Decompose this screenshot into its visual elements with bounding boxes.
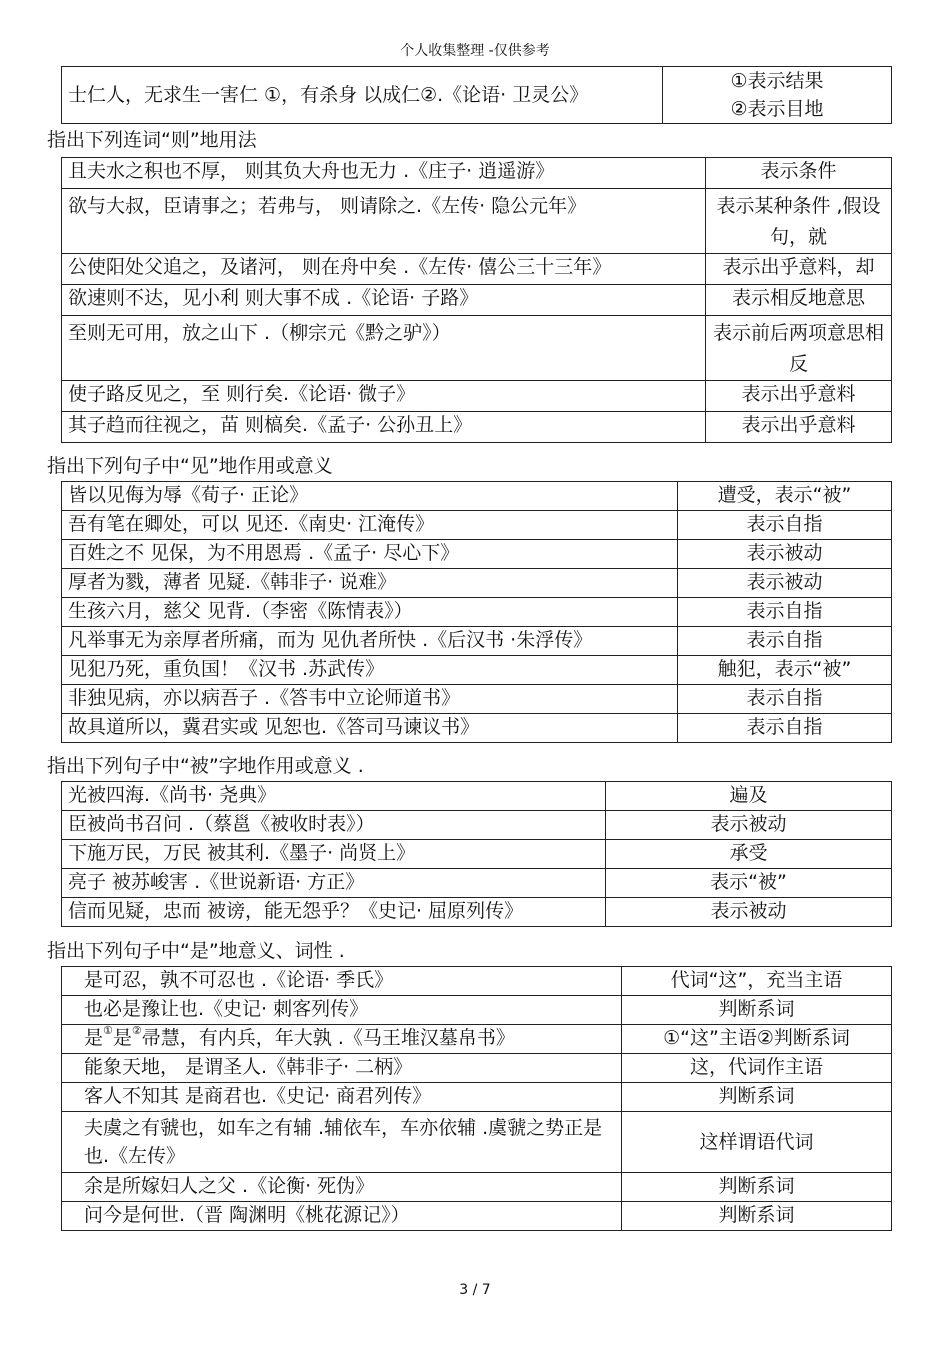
usage-cell: 表示出乎意料 [706,381,892,412]
usage-cell: 触犯，表示“被” [678,656,892,685]
section-title-ze: 指出下列连词“则”地用法 [47,129,257,151]
table-row [62,254,892,285]
table-row [62,158,892,189]
table-row [62,569,892,598]
usage-cell: 表示自指 [678,714,892,743]
sentence-part: 帚慧，有内兵，年大孰 .《马王堆汉墓帛书》 [141,1027,515,1049]
table-row [62,996,892,1025]
table-row [62,1054,892,1083]
usage-cell: ①“这”主语②判断系词 [622,1025,892,1054]
sentence-cell: 欲速则不达，见小利 则大事不成 .《论语· 子路》 [62,285,706,316]
sentence-cell: 是可忍，孰不可忍也 .《论语· 季氏》 [62,967,622,996]
usage-cell: 表示自指 [678,685,892,714]
table-row [62,511,892,540]
table-row [62,627,892,656]
table-row [62,189,892,254]
usage-cell: 代词“这”，充当主语 [622,967,892,996]
sentence-cell [62,1025,622,1054]
table-row [62,412,892,443]
table-row [62,482,892,511]
table-bei [61,781,892,927]
sentence-cell: 使子路反见之，至 则行矣.《论语· 微子》 [62,381,706,412]
sentence-cell: 凡举事无为亲厚者所痛，而为 见仇者所快 .《后汉书 ·朱浮传》 [62,627,678,656]
table-row [62,685,892,714]
usage-cell: 判断系词 [622,1083,892,1112]
table-ze [61,157,892,443]
table-ren [61,66,892,124]
usage-cell: 遍及 [606,782,892,811]
sentence-cell: 下施万民，万民 被其利.《墨子· 尚贤上》 [62,840,606,869]
sentence-cell: 欲与大叔，臣请事之；若弗与， 则请除之.《左传· 隐公元年》 [62,189,706,254]
table-row [62,1202,892,1231]
usage-cell: 判断系词 [622,1173,892,1202]
sentence-cell: 厚者为戮，薄者 见疑.《韩非子· 说难》 [62,569,678,598]
usage-cell: 表示某种条件 ,假设句，就 [706,189,892,254]
table-jian [61,481,892,743]
sentence-cell: 士仁人，无求生一害仁 ①，有杀身 以成仁②.《论语· 卫灵公》 [62,67,663,124]
sentence-cell: 客人不知其 是商君也.《史记· 商君列传》 [62,1083,622,1112]
usage-cell: 这，代词作主语 [622,1054,892,1083]
sentence-cell: 吾有笔在卿处，可以 见还.《南史· 江淹传》 [62,511,678,540]
sentence-cell: 百姓之不 见保，为不用恩焉 .《孟子· 尽心下》 [62,540,678,569]
usage-cell: 表示被动 [678,569,892,598]
table-row [62,285,892,316]
page-number: 3 / 7 [459,1282,491,1298]
sentence-cell: 问今是何世.（晋 陶渊明《桃花源记》） [62,1202,622,1231]
sentence-cell: 且夫水之积也不厚， 则其负大舟也无力 .《庄子· 逍遥游》 [62,158,706,189]
usage-line: ②表示目地 [730,98,824,120]
page-header: 个人收集整理 -仅供参考 [400,43,550,59]
usage-cell: 表示出乎意料，却 [706,254,892,285]
usage-cell: 表示自指 [678,598,892,627]
usage-cell: 表示被动 [678,540,892,569]
table-row [62,967,892,996]
usage-cell: 表示前后两项意思相反 [706,316,892,381]
note-marker: ② [131,1024,142,1037]
note-marker: ① [103,1024,113,1037]
sentence-part: 是 [112,1027,132,1049]
usage-cell: 遭受，表示“被” [678,482,892,511]
usage-cell: 表示相反地意思 [706,285,892,316]
table-row [62,782,892,811]
table-row [62,67,892,124]
sentence-cell: 信而见疑，忠而 被谤，能无怨乎？《史记· 屈原列传》 [62,898,606,927]
sentence-cell: 光被四海.《尚书· 尧典》 [62,782,606,811]
table-row [62,714,892,743]
usage-cell: 表示出乎意料 [706,412,892,443]
sentence-cell: 其子趋而往视之，苗 则槁矣.《孟子· 公孙丑上》 [62,412,706,443]
sentence-cell: 夫虞之有虢也，如车之有辅 .辅依车，车亦依辅 .虞虢之势正是也.《左传》 [62,1112,622,1173]
sentence-cell: 皆以见侮为辱《荀子· 正论》 [62,482,678,511]
sentence-cell: 至则无可用，放之山下 .（柳宗元《黔之驴》） [62,316,706,381]
usage-cell: 判断系词 [622,1202,892,1231]
usage-cell: 表示自指 [678,627,892,656]
table-row [62,869,892,898]
sentence-cell: 故具道所以，冀君实或 见恕也.《答司马谏议书》 [62,714,678,743]
table-row [62,1025,892,1054]
usage-cell: 表示“被” [606,869,892,898]
table-row [62,1083,892,1112]
table-row [62,1112,892,1173]
section-title-shi: 指出下列句子中“是”地意义、词性 . [47,940,345,962]
usage-line: ①表示结果 [730,70,824,92]
table-row [62,656,892,685]
usage-cell: 承受 [606,840,892,869]
usage-cell: 表示条件 [706,158,892,189]
sentence-part: 是 [84,1027,104,1049]
table-shi [61,966,892,1231]
sentence-cell: 非独见病，亦以病吾子 .《答韦中立论师道书》 [62,685,678,714]
usage-cell: 表示被动 [606,811,892,840]
section-title-jian: 指出下列句子中“见”地作用或意义 [47,455,333,477]
sentence-cell: 能象天地， 是谓圣人.《韩非子· 二柄》 [62,1054,622,1083]
sentence-cell: 生孩六月，慈父 见背.（李密《陈情表》） [62,598,678,627]
sentence-cell: 见犯乃死，重负国！《汉书 .苏武传》 [62,656,678,685]
sentence-cell: 臣被尚书召问 .（蔡邕《被收时表》） [62,811,606,840]
table-row [62,598,892,627]
sentence-cell: 也必是豫让也.《史记· 刺客列传》 [62,996,622,1025]
table-row [62,381,892,412]
sentence-cell: 亮子 被苏峻害 .《世说新语· 方正》 [62,869,606,898]
sentence-cell: 公使阳处父追之，及诸河， 则在舟中矣 .《左传· 僖公三十三年》 [62,254,706,285]
section-title-bei: 指出下列句子中“被”字地作用或意义 . [47,755,364,777]
table-row [62,898,892,927]
usage-cell [663,67,892,124]
usage-cell: 判断系词 [622,996,892,1025]
table-row [62,1173,892,1202]
usage-cell: 这样谓语代词 [622,1112,892,1173]
usage-cell: 表示被动 [606,898,892,927]
table-row [62,316,892,381]
table-row [62,540,892,569]
table-row [62,811,892,840]
table-row [62,840,892,869]
sentence-cell: 余是所嫁妇人之父 .《论衡· 死伪》 [62,1173,622,1202]
usage-cell: 表示自指 [678,511,892,540]
